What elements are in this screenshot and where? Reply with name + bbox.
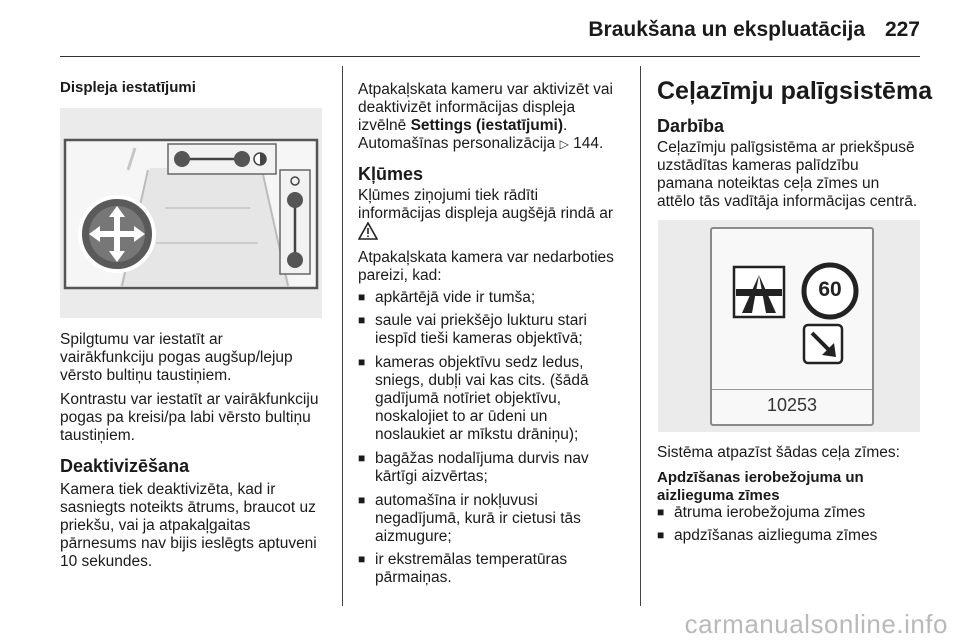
camera-display-illustration [60,108,322,318]
sign-bullet-1: ātruma ierobežojuma zīmes [674,504,866,521]
warning-triangle-icon [358,222,378,245]
bullet-marker: ■ [657,528,665,542]
col1-para3-line1: Kamera tiek deaktivizēta, kad ir [60,481,276,498]
page-reference-arrow-icon: ▷ [559,137,569,151]
header-title: Braukšana un ekspluatācija [588,18,865,41]
bullet-marker: ■ [358,552,366,566]
col1-para1-line2: vairākfunkciju pogas augšup/lejup [60,349,293,366]
column-divider-1 [342,66,343,606]
faults-heading: Kļūmes [358,164,424,184]
subheading-line2: aizlieguma zīmes [657,487,780,504]
bullet-3-line5: noslaukiet ar mīkstu drāniņu); [375,426,579,443]
bullet-marker: ■ [358,313,366,327]
watermark: carmanualsonline.info [684,609,948,639]
bullet-marker: ■ [358,290,366,304]
bullet-3-line1: kameras objektīvu sedz ledus, [375,354,584,371]
col2-para3-line2: pareizi, kad: [358,267,442,284]
subheading-line1: Apdzīšanas ierobežojuma un [657,469,864,486]
deactivation-heading: Deaktivizēšana [60,456,190,476]
bullet-4-line2: kārtīgi aizvērtas; [375,468,488,485]
brightness-minus-icon [287,252,303,268]
odometer-value: 10253 [766,395,818,415]
col1-para1-line3: vērsto bultiņu taustiņiem. [60,367,232,384]
col2-para2-line1: Kļūmes ziņojumi tiek rādīti [358,187,539,204]
bullet-6-line2: pārmaiņas. [375,569,452,586]
bullet-5-line2: negadījumā, kurā ir cietusi tās [375,510,581,527]
bullet-2-line1: saule vai priekšējo lukturu stari [375,312,587,329]
header-rule [60,56,920,57]
col3-para1-line4: attēlo tās vadītāja informācijas centrā. [657,193,918,210]
section-title: Displeja iestatījumi [60,79,196,96]
bullet-marker: ■ [358,355,366,369]
col1-para3-line3: priekšu, vai ja atpakaļgaitas [60,517,251,534]
bullet-1-line1: apkārtējā vide ir tumša; [375,289,536,306]
col2-para1-line2: deaktivizēt informācijas displeja [358,99,576,116]
col2-para3-line1: Atpakaļskata kamera var nedarboties [358,249,614,266]
contrast-minus-icon [174,151,190,167]
col2-para1-line3: izvēlnē Settings (iestatījumi). [358,117,568,134]
bullet-5-line3: aizmugure; [375,528,452,545]
col3-para1-line3: pamana noteiktas ceļa zīmes un [657,175,880,192]
info-centre-display [710,227,874,426]
display-settings-figure [60,108,322,318]
col1-para1-line1: Spilgtumu var iestatīt ar [60,331,223,348]
bullet-5-line1: automašīna ir nokļuvusi [375,492,538,509]
col1-para3-line2: sasniegts noteikts ātrums, braucot uz [60,499,316,516]
column-divider-2 [640,66,641,606]
diagonal-arrow-sign-icon [804,325,842,363]
driver-info-centre-figure [658,220,920,432]
col1-para2-line3: taustiņiem. [60,427,135,444]
col3-para1-line2: uzstādītas kameras palīdzību [657,157,859,174]
col1-para2-line1: Kontrastu var iestatīt ar vairākfunkciju [60,391,319,408]
bullet-3-line3: gadījumā notīriet objektīvu, [375,390,562,407]
col2-para1-line4: Automašīnas personalizācija ▷ 144. [358,135,604,152]
bullet-6-line1: ir ekstremālas temperatūras [375,551,568,568]
brightness-plus-icon [287,192,303,208]
col1-para3-line4: pārnesums nav bijis ieslēgts aptuveni [60,535,317,552]
col2-para1-line1: Atpakaļskata kameru var aktivizēt vai [358,81,613,98]
no-overtaking-sign-icon [734,267,784,317]
settings-menu-label: Settings (iestatījumi) [410,117,563,134]
bullet-3-line2: sniegs, dubļi vai kas cits. (šādā [375,372,589,389]
bullet-marker: ■ [657,505,665,519]
bullet-3-line4: noskalojiet to ar ūdeni un [375,408,548,425]
col1-para2-line2: pogas pa kreisi/pa labi vērsto bultiņu [60,409,311,426]
page-number: 227 [884,18,920,41]
contrast-plus-icon [234,151,250,167]
bullet-2-line2: iespīd tieši kameras objektīvā; [375,330,583,347]
col2-para2-line2: informācijas displeja augšējā rindā ar [358,205,614,222]
operation-heading: Darbība [657,116,725,136]
traffic-sign-assistant-title: Ceļazīmju palīgsistēma [657,77,933,105]
bullet-marker: ■ [358,451,366,465]
bullet-marker: ■ [358,493,366,507]
col3-para1-line1: Ceļazīmju palīgsistēma ar priekšpusē [657,139,915,156]
speed-limit-value: 60 [818,278,842,301]
sign-bullet-2: apdzīšanas aizlieguma zīmes [674,527,878,544]
col1-para3-line5: 10 sekundes. [60,553,153,570]
col3-para2: Sistēma atpazīst šādas ceļa zīmes: [657,444,900,461]
bullet-4-line1: bagāžas nodalījuma durvis nav [375,450,589,467]
